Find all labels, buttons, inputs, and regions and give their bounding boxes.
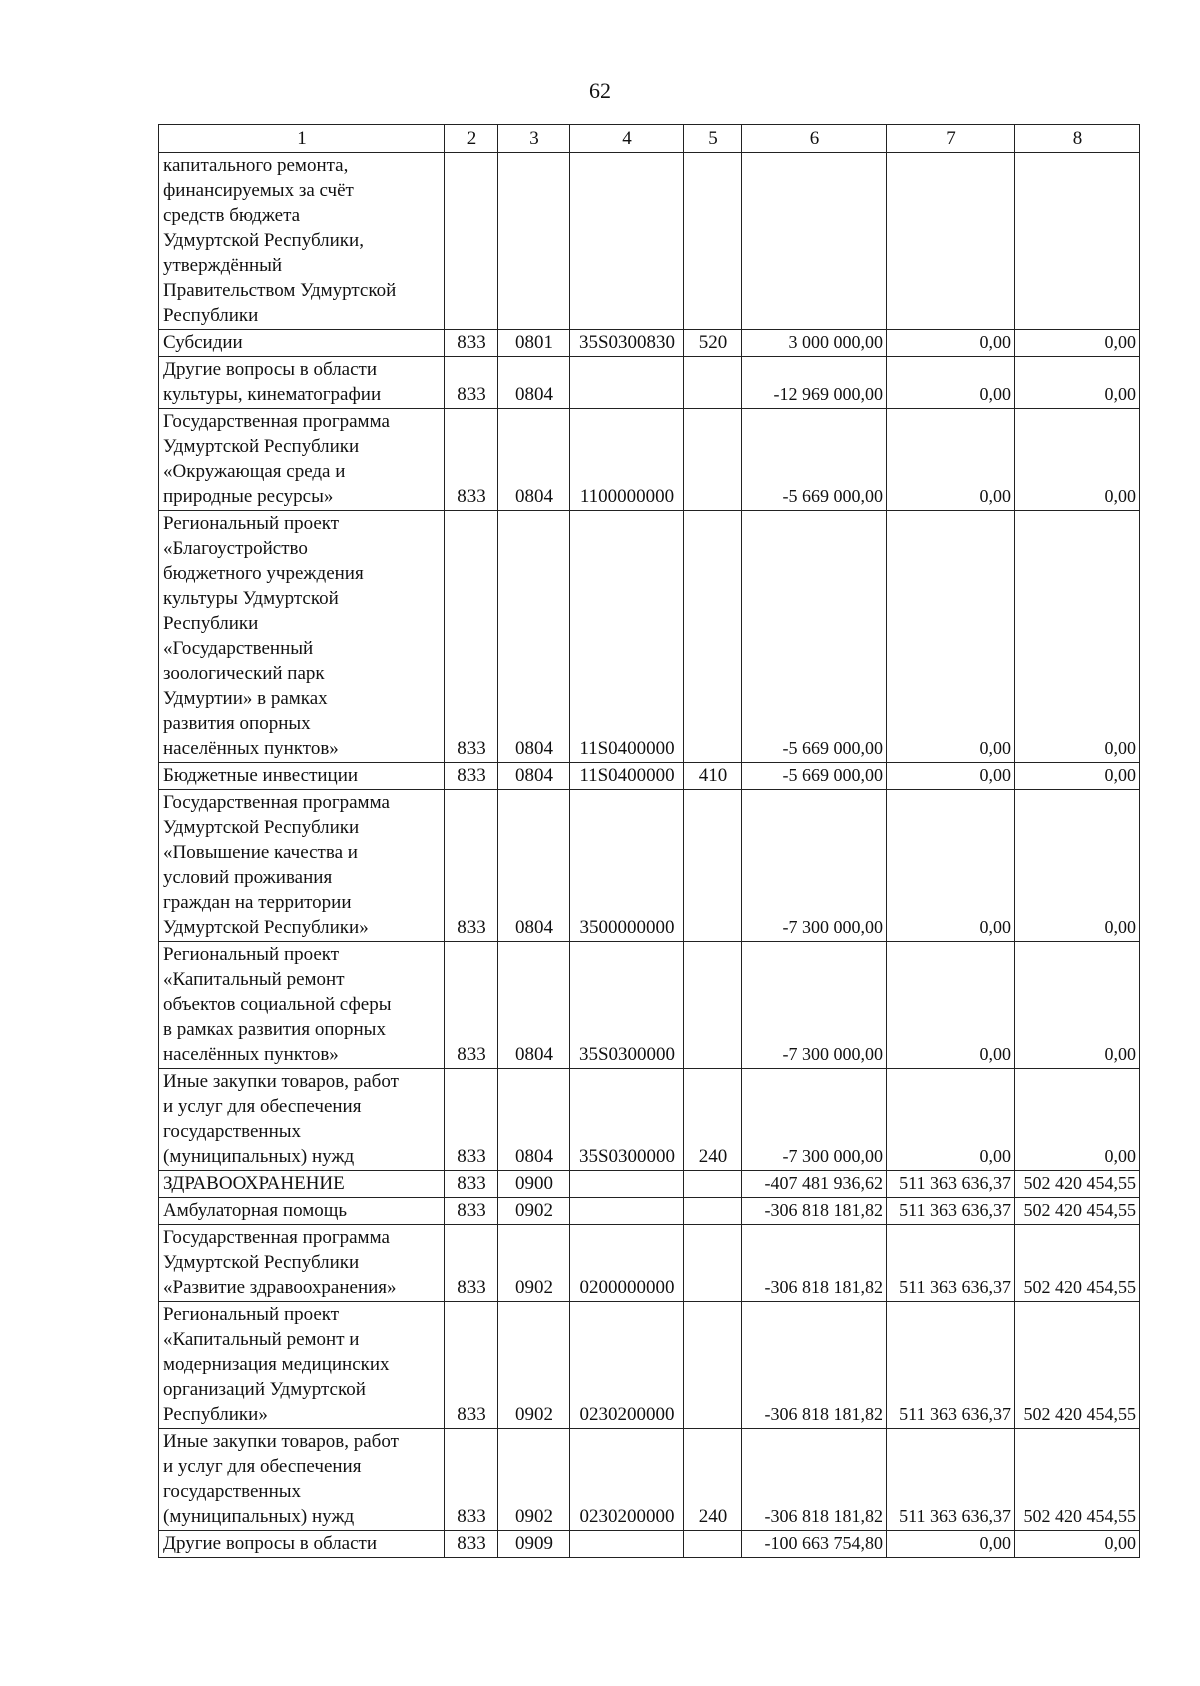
expense-type-cell (684, 511, 742, 763)
amount-cell: -5 669 000,00 (742, 511, 887, 763)
row-name-cell: Государственная программа Удмуртской Республики «Окружающая среда и природные ресурсы» (159, 409, 445, 511)
target-article-cell (570, 1171, 684, 1198)
code-cell: 833 (445, 942, 498, 1069)
section-cell: 0804 (498, 409, 570, 511)
section-cell: 0902 (498, 1429, 570, 1531)
code-cell: 833 (445, 409, 498, 511)
column-header: 2 (445, 125, 498, 153)
section-cell: 0804 (498, 357, 570, 409)
expense-type-cell (684, 942, 742, 1069)
amount-cell: -306 818 181,82 (742, 1225, 887, 1302)
amount-cell (1015, 153, 1140, 330)
table-row (159, 1302, 1140, 1429)
section-cell: 0804 (498, 1069, 570, 1171)
code-cell: 833 (445, 330, 498, 357)
amount-cell: 0,00 (887, 330, 1015, 357)
amount-cell: 502 420 454,55 (1015, 1302, 1140, 1429)
row-name-cell: Бюджетные инвестиции (159, 763, 445, 790)
amount-cell: 0,00 (887, 790, 1015, 942)
amount-cell: 0,00 (887, 409, 1015, 511)
amount-cell: 511 363 636,37 (887, 1302, 1015, 1429)
code-cell: 833 (445, 1171, 498, 1198)
target-article-cell: 0230200000 (570, 1302, 684, 1429)
section-cell: 0902 (498, 1198, 570, 1225)
amount-cell: 0,00 (887, 1531, 1015, 1558)
amount-cell: -306 818 181,82 (742, 1302, 887, 1429)
section-cell: 0902 (498, 1302, 570, 1429)
section-cell: 0900 (498, 1171, 570, 1198)
amount-cell: 0,00 (1015, 330, 1140, 357)
expense-type-cell (684, 409, 742, 511)
section-cell: 0801 (498, 330, 570, 357)
row-name-cell: Региональный проект «Капитальный ремонт и модернизация медицинских организаций Удмуртской Республики» (159, 1302, 445, 1429)
target-article-cell (570, 357, 684, 409)
table-row (159, 942, 1140, 1069)
amount-cell: -5 669 000,00 (742, 409, 887, 511)
expense-type-cell (684, 1225, 742, 1302)
row-name-cell: Иные закупки товаров, работ и услуг для обеспечения государственных (муниципальных) нужд (159, 1069, 445, 1171)
column-header: 5 (684, 125, 742, 153)
code-cell: 833 (445, 511, 498, 763)
section-cell: 0804 (498, 790, 570, 942)
amount-cell: -12 969 000,00 (742, 357, 887, 409)
target-article-cell: 1100000000 (570, 409, 684, 511)
amount-cell: -7 300 000,00 (742, 790, 887, 942)
amount-cell: -306 818 181,82 (742, 1198, 887, 1225)
table-row (159, 153, 1140, 330)
amount-cell: 0,00 (1015, 511, 1140, 763)
row-name-cell: Субсидии (159, 330, 445, 357)
table-row (159, 330, 1140, 357)
target-article-cell: 3500000000 (570, 790, 684, 942)
amount-cell: 3 000 000,00 (742, 330, 887, 357)
amount-cell: 0,00 (1015, 1531, 1140, 1558)
amount-cell: 511 363 636,37 (887, 1429, 1015, 1531)
amount-cell: 0,00 (1015, 763, 1140, 790)
table-row (159, 790, 1140, 942)
expense-type-cell (684, 153, 742, 330)
expense-type-cell: 240 (684, 1429, 742, 1531)
code-cell: 833 (445, 763, 498, 790)
amount-cell: 0,00 (1015, 357, 1140, 409)
code-cell (445, 153, 498, 330)
row-name-cell: Иные закупки товаров, работ и услуг для обеспечения государственных (муниципальных) нужд (159, 1429, 445, 1531)
target-article-cell: 11S0400000 (570, 763, 684, 790)
amount-cell: 502 420 454,55 (1015, 1225, 1140, 1302)
amount-cell (742, 153, 887, 330)
amount-cell: 0,00 (887, 511, 1015, 763)
table-row (159, 511, 1140, 763)
code-cell: 833 (445, 790, 498, 942)
target-article-cell: 0200000000 (570, 1225, 684, 1302)
code-cell: 833 (445, 357, 498, 409)
row-name-cell: капитального ремонта, финансируемых за счёт средств бюджета Удмуртской Республики, утверждённый Правительством Удмуртской Республики (159, 153, 445, 330)
section-cell: 0804 (498, 763, 570, 790)
amount-cell: -407 481 936,62 (742, 1171, 887, 1198)
expense-type-cell (684, 790, 742, 942)
amount-cell: 511 363 636,37 (887, 1171, 1015, 1198)
target-article-cell: 35S0300000 (570, 1069, 684, 1171)
table-row (159, 1225, 1140, 1302)
expense-type-cell (684, 1531, 742, 1558)
section-cell: 0804 (498, 942, 570, 1069)
code-cell: 833 (445, 1069, 498, 1171)
column-header: 8 (1015, 125, 1140, 153)
code-cell: 833 (445, 1225, 498, 1302)
target-article-cell: 0230200000 (570, 1429, 684, 1531)
column-header: 6 (742, 125, 887, 153)
table-row (159, 1069, 1140, 1171)
section-cell: 0909 (498, 1531, 570, 1558)
expense-type-cell: 410 (684, 763, 742, 790)
amount-cell: 0,00 (1015, 1069, 1140, 1171)
expense-type-cell (684, 1302, 742, 1429)
amount-cell: 0,00 (887, 763, 1015, 790)
amount-cell: 0,00 (887, 357, 1015, 409)
amount-cell: 0,00 (887, 942, 1015, 1069)
expense-type-cell: 520 (684, 330, 742, 357)
row-name-cell: Региональный проект «Капитальный ремонт объектов социальной сферы в рамках развития опорных населённых пунктов» (159, 942, 445, 1069)
table-row (159, 357, 1140, 409)
table-row (159, 763, 1140, 790)
row-name-cell: Региональный проект «Благоустройство бюджетного учреждения культуры Удмуртской Республики «Государственный зоологический парк Удмуртии» в рамках развития опорных населённых пунктов» (159, 511, 445, 763)
target-article-cell (570, 153, 684, 330)
amount-cell: 502 420 454,55 (1015, 1171, 1140, 1198)
code-cell: 833 (445, 1198, 498, 1225)
code-cell: 833 (445, 1531, 498, 1558)
row-name-cell: Другие вопросы в области культуры, кинематографии (159, 357, 445, 409)
target-article-cell (570, 1531, 684, 1558)
amount-cell: -100 663 754,80 (742, 1531, 887, 1558)
expense-type-cell (684, 357, 742, 409)
amount-cell: -5 669 000,00 (742, 763, 887, 790)
amount-cell: 0,00 (1015, 409, 1140, 511)
target-article-cell: 35S0300830 (570, 330, 684, 357)
amount-cell (887, 153, 1015, 330)
code-cell: 833 (445, 1429, 498, 1531)
amount-cell: 0,00 (1015, 942, 1140, 1069)
header-row (159, 125, 1140, 153)
table-row (159, 1171, 1140, 1198)
target-article-cell (570, 1198, 684, 1225)
amount-cell: -7 300 000,00 (742, 1069, 887, 1171)
row-name-cell: Государственная программа Удмуртской Республики «Развитие здравоохранения» (159, 1225, 445, 1302)
expense-type-cell (684, 1198, 742, 1225)
row-name-cell: Другие вопросы в области (159, 1531, 445, 1558)
budget-table (158, 124, 1140, 1558)
table-row (159, 1198, 1140, 1225)
amount-cell: 502 420 454,55 (1015, 1429, 1140, 1531)
target-article-cell: 11S0400000 (570, 511, 684, 763)
row-name-cell: Амбулаторная помощь (159, 1198, 445, 1225)
table-body (159, 153, 1140, 1558)
column-header: 3 (498, 125, 570, 153)
section-cell: 0804 (498, 511, 570, 763)
amount-cell: -306 818 181,82 (742, 1429, 887, 1531)
page-number: 62 (589, 78, 611, 103)
amount-cell: 0,00 (887, 1069, 1015, 1171)
column-header: 4 (570, 125, 684, 153)
column-header: 7 (887, 125, 1015, 153)
amount-cell: -7 300 000,00 (742, 942, 887, 1069)
column-header: 1 (159, 125, 445, 153)
target-article-cell: 35S0300000 (570, 942, 684, 1069)
expense-type-cell (684, 1171, 742, 1198)
amount-cell: 511 363 636,37 (887, 1198, 1015, 1225)
table-row (159, 1429, 1140, 1531)
code-cell: 833 (445, 1302, 498, 1429)
table-row (159, 409, 1140, 511)
table-row (159, 1531, 1140, 1558)
section-cell (498, 153, 570, 330)
expense-type-cell: 240 (684, 1069, 742, 1171)
amount-cell: 502 420 454,55 (1015, 1198, 1140, 1225)
section-cell: 0902 (498, 1225, 570, 1302)
amount-cell: 511 363 636,37 (887, 1225, 1015, 1302)
row-name-cell: Государственная программа Удмуртской Республики «Повышение качества и условий проживания граждан на территории Удмуртской Республики» (159, 790, 445, 942)
amount-cell: 0,00 (1015, 790, 1140, 942)
row-name-cell: ЗДРАВООХРАНЕНИЕ (159, 1171, 445, 1198)
